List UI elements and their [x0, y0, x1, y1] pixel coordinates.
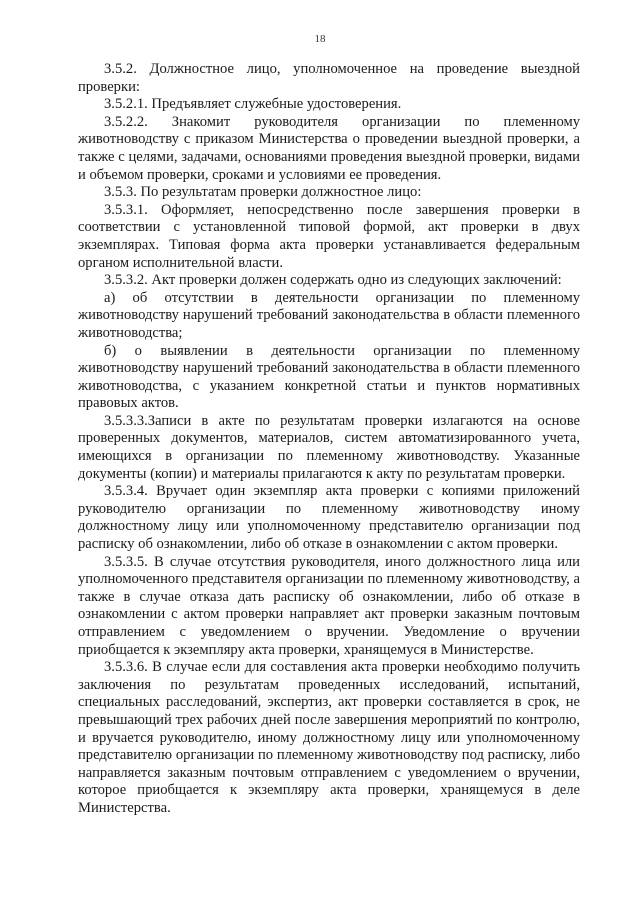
paragraph-option-b: б) о выявлении в деятельности организации по племенному животноводству нарушений требований законодательства в области племенного животноводства, с указанием конкретной статьи и пунктов нормативных правовых актов.: [78, 342, 580, 412]
paragraph-3-5-2: 3.5.2. Должностное лицо, уполномоченное на проведение выездной проверки:: [78, 61, 580, 95]
document-body: [78, 61, 580, 818]
paragraph-3-5-3: 3.5.3. По результатам проверки должностное лицо:: [104, 184, 422, 201]
paragraph-3-5-3-1: 3.5.3.1. Оформляет, непосредственно после завершения проверки в соответствии с установленной типовой формой, акт проверки в двух экземплярах. Типовая форма акта проверки устанавливается федеральным органом исполнительной власти.: [78, 201, 580, 271]
page-number: 18: [314, 33, 326, 45]
paragraph-option-a: а) об отсутствии в деятельности организации по племенному животноводству нарушений требований законодательства в области племенного животноводства;: [78, 289, 580, 341]
paragraph-3-5-2-1: 3.5.2.1. Предъявляет служебные удостоверения.: [104, 96, 402, 113]
paragraph-3-5-3-2: 3.5.3.2. Акт проверки должен содержать одно из следующих заключений:: [104, 272, 562, 289]
paragraph-3-5-2-2: 3.5.2.2. Знакомит руководителя организации по племенному животноводству с приказом Министерства о проведении выездной проверки, а также с целями, задачами, основаниями проведения выездной проверки, видами и объемом проверки, сроками и условиями ее проведения.: [78, 113, 580, 183]
paragraph-3-5-3-3: 3.5.3.3.Записи в акте по результатам проверки излагаются на основе проверенных документов, материалов, систем автоматизированного учета, имеющихся в организации по племенному животноводству. Указанные документы (копии) и материалы прилагаются к акту по результатам проверки.: [78, 412, 580, 482]
paragraph-3-5-3-6: 3.5.3.6. В случае если для составления акта проверки необходимо получить заключения по результатам проведенных исследований, испытаний, специальных расследований, экспертиз, акт проверки составляется в срок, не превышающий трех рабочих дней после завершения мероприятий по контролю, и вручается руководителю, иному должностному лицу или уполномоченному представителю организации по племенному животноводству под расписку, либо направляется заказным почтовым отправлением с уведомлением о вручении, которое приобщается к экземпляру акта проверки, хранящемуся в деле Министерства.: [78, 659, 580, 816]
paragraph-3-5-3-4: 3.5.3.4. Вручает один экземпляр акта проверки с копиями приложений руководителю организации по племенному животноводству иному должностному лицу или уполномоченному представителю организации под расписку об ознакомлении, либо об отказе в ознакомлении с актом проверки.: [78, 483, 580, 553]
paragraph-3-5-3-5: 3.5.3.5. В случае отсутствия руководителя, иного должностного лица или уполномоченного представителя организации по племенному животноводству, а также в случае отказа дать расписку об ознакомлении, либо об отказе в ознакомлении с актом проверки направляет акт проверки заказным почтовым отправлением с уведомлением о вручении. Уведомление о вручении приобщается к экземпляру акта проверки, хранящемуся в Министерстве.: [78, 553, 580, 658]
